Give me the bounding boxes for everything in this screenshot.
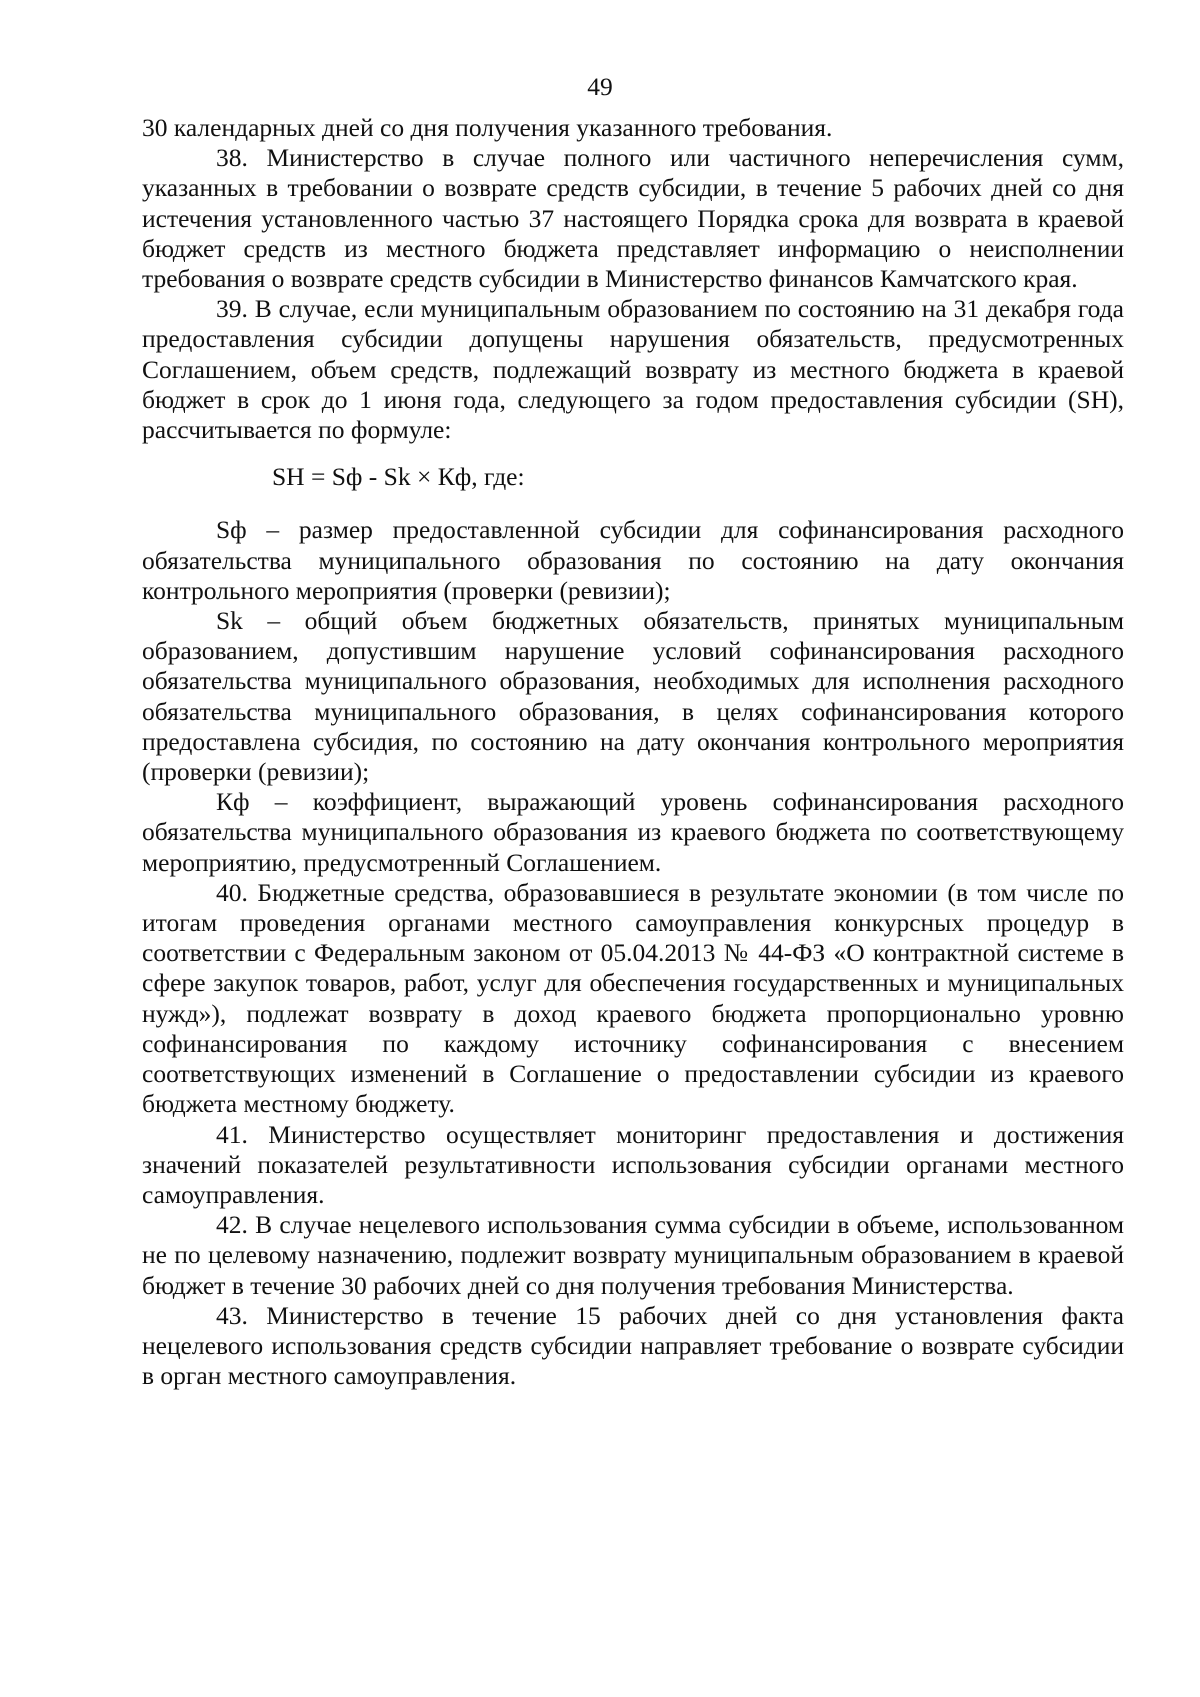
paragraph-38: 38. Министерство в случае полного или частичного неперечисления сумм, указанных в требовании о возврате средств субсидии, в течение 5 рабочих дней со дня истечения установленного частью 37 настоящего Порядка срока для возврата в краевой бюджет средств из местного бюджета представляет информацию о неисполнении требования о возврате средств субсидии в Министерство финансов Камчатского края. (142, 143, 1124, 294)
definition-sk: Sk – общий объем бюджетных обязательств, принятых муниципальным образованием, допустившим нарушение условий софинансирования расходного обязательства муниципального образования, необходимых для исполнения расходного обязательства муниципального образования, в целях софинансирования которого предоставлена субсидия, по состоянию на дату окончания контрольного мероприятия (проверки (ревизии); (142, 606, 1124, 787)
paragraph-43: 43. Министерство в течение 15 рабочих дней со дня установления факта нецелевого использования средств субсидии направляет требование о возврате субсидии в орган местного самоуправления. (142, 1300, 1124, 1391)
paragraph-continuation: 30 календарных дней со дня получения указанного требования. (142, 113, 833, 142)
paragraph-42: 42. В случае нецелевого использования сумма субсидии в объеме, использованном не по целевому назначению, подлежит возврату муниципальным образованием в краевой бюджет в течение 30 рабочих дней со дня получения требования Министерства. (142, 1210, 1124, 1300)
paragraph-41: 41. Министерство осуществляет мониторинг предоставления и достижения значений показателей результативности использования субсидии органами местного самоуправления. (142, 1119, 1124, 1209)
paragraph-39: 39. В случае, если муниципальным образованием по состоянию на 31 декабря года предоставления субсидии допущены нарушения обязательств, предусмотренных Соглашением, объем средств, подлежащий возврату из местного бюджета в краевой бюджет в срок до 1 июня года, следующего за годом предоставления субсидии (SН), рассчитывается по формуле: (142, 294, 1124, 445)
definition-sf: Sф – размер предоставленной субсидии для софинансирования расходного обязательства муниципального образования по состоянию на дату окончания контрольного мероприятия (проверки (ревизии); (142, 515, 1124, 605)
document-body (142, 113, 1124, 1391)
formula: SН = Sф - Sk × Кф, где: (272, 462, 525, 492)
paragraph-40: 40. Бюджетные средства, образовавшиеся в результате экономии (в том числе по итогам проведения органами местного самоуправления конкурсных процедур в соответствии с Федеральным законом от 05.04.2013 № 44-ФЗ «О контрактной системе в сфере закупок товаров, работ, услуг для обеспечения государственных и муниципальных нужд»), подлежат возврату в доход краевого бюджета пропорционально уровню софинансирования по каждому источнику софинансирования с внесением соответствующих изменений в Соглашение о предоставлении субсидии из краевого бюджета местному бюджету. (142, 877, 1124, 1119)
definition-kf: Кф – коэффициент, выражающий уровень софинансирования расходного обязательства муниципального образования из краевого бюджета по соответствующему мероприятию, предусмотренный Соглашением. (142, 787, 1124, 877)
page-number: 49 (587, 72, 613, 101)
